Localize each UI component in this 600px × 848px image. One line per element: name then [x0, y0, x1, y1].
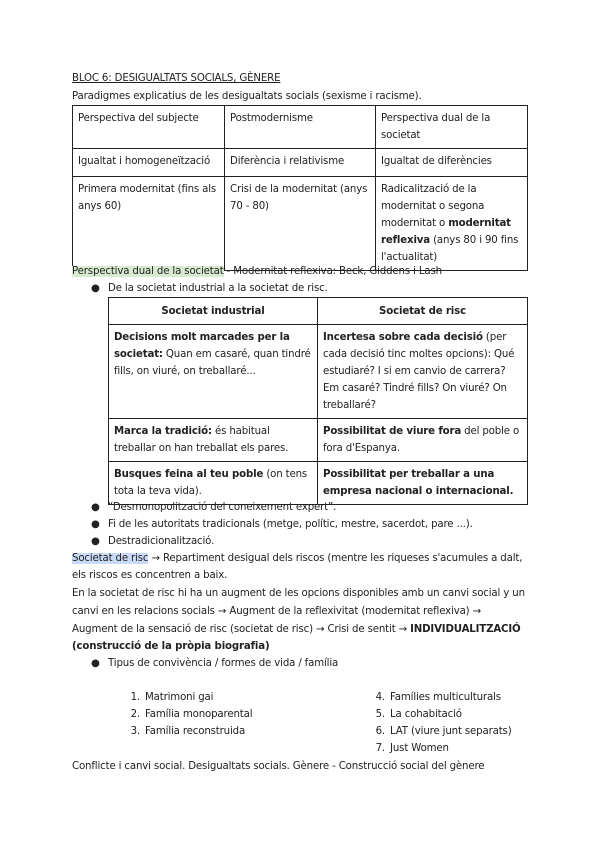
column-header: Societat de risc	[318, 298, 528, 325]
item-text: Família monoparental	[145, 709, 253, 720]
numbered-item	[375, 689, 501, 706]
bullet-icon: ●	[91, 536, 100, 547]
table-cell	[109, 419, 318, 462]
item-text: La cohabitació	[390, 709, 462, 720]
numbered-item	[130, 706, 253, 723]
table-cell: Diferència i relativisme	[225, 149, 376, 177]
cell-bold-text: Possibilitat de viure fora	[323, 426, 462, 437]
list-item-text: De la societat industrial a la societat de risc.	[108, 283, 328, 294]
column-header: Societat industrial	[109, 298, 318, 325]
numbered-item	[130, 723, 246, 740]
table-cell: Perspectiva del subjecte	[73, 106, 225, 149]
numbered-item	[375, 706, 462, 723]
text-line	[72, 621, 521, 638]
item-text: Família reconstruida	[145, 726, 246, 737]
item-number: 3.	[130, 726, 140, 737]
society-comparison-table	[108, 297, 528, 505]
list-item	[91, 280, 328, 297]
table-row	[109, 419, 528, 462]
text: → Repartiment desigual dels riscos (mentre les riqueses s'acumules a dalt,	[148, 553, 523, 564]
list-item-text: Tipus de convivència / formes de vida / família	[108, 658, 339, 669]
text: - Modernitat reflexiva: Beck, Giddens i Lash	[223, 266, 442, 277]
bullet-icon: ●	[91, 658, 100, 669]
list-item-text: Fi de les autoritats tradicionals (metge, polític, mestre, sacerdot, pare ...).	[108, 519, 473, 530]
text: Augment de la sensació de risc (societat de risc) → Crisi de sentit →	[72, 624, 411, 635]
text-line	[72, 638, 270, 655]
table-cell: Perspectiva dual de la societat	[376, 106, 528, 149]
table-cell: Primera modernitat (fins als anys 60)	[73, 177, 225, 271]
list-item	[91, 655, 339, 672]
table-row	[73, 149, 528, 177]
cell-text: és habitual treballar on han treballat els pares.	[114, 426, 289, 454]
cell-bold-text: Marca la tradició:	[114, 426, 212, 437]
bullet-icon: ●	[91, 502, 100, 513]
closing-line: Conflicte i canvi social. Desigualtats socials. Gènere - Construcció social del gènere	[72, 761, 485, 772]
list-item-text: “Desmonopolització del coneixement expert”.	[108, 502, 337, 513]
cell-text: (on tens tota la teva vida).	[114, 469, 308, 497]
item-number: 7.	[375, 743, 385, 754]
cell-bold-text: Decisions molt marcades per la societat:	[114, 332, 290, 360]
intro-text: Paradigmes explicatius de les desigualtats socials (sexisme i racisme).	[72, 91, 422, 102]
bold-text: INDIVIDUALITZACIÓ	[410, 624, 521, 635]
item-number: 4.	[375, 692, 385, 703]
risk-society-line	[72, 550, 522, 567]
text-line: canvi en les relacions socials → Augment de la reflexivitat (modernitat reflexiva) →	[72, 606, 481, 617]
cell-bold-text: Busques feina al teu poble	[114, 469, 264, 480]
section-heading: BLOC 6: DESIGUALTATS SOCIALS, GÈNERE	[72, 73, 281, 84]
table-cell	[109, 325, 318, 419]
cell-text: Quan em casaré, quan tindré fills, on viuré, on treballaré...	[114, 349, 311, 377]
cell-bold-text: modernitat reflexiva	[381, 218, 511, 246]
cell-text: Radicalització de la modernitat o segona modernitat o	[381, 184, 485, 229]
list-item-text: Destradicionalització.	[108, 536, 215, 547]
item-number: 5.	[375, 709, 385, 720]
table-cell	[318, 325, 528, 419]
table-row	[73, 106, 528, 149]
item-number: 6.	[375, 726, 385, 737]
list-item	[91, 533, 215, 550]
table-row	[109, 325, 528, 419]
bullet-icon: ●	[91, 519, 100, 530]
cell-text: (anys 80 i 90 fins l'actualitat)	[381, 235, 519, 263]
paradigms-table	[72, 105, 528, 271]
text-line: els riscos es concentren a baix.	[72, 570, 228, 581]
cell-bold-text: Possibilitat per treballar a una empresa nacional o internacional.	[323, 469, 514, 497]
list-item	[91, 499, 337, 516]
item-text: Matrimoni gai	[145, 692, 214, 703]
table-cell: Igualtat i homogeneïtzació	[73, 149, 225, 177]
bullet-icon: ●	[91, 283, 100, 294]
text-line: En la societat de risc hi ha un augment de les opcions disponibles amb un canvi social y un	[72, 588, 525, 599]
bold-text: (construcció de la pròpia biografia)	[72, 641, 270, 652]
item-number: 2.	[130, 709, 140, 720]
highlighted-text: Societat de risc	[72, 553, 149, 564]
item-text: LAT (viure junt separats)	[390, 726, 512, 737]
table-row	[73, 177, 528, 271]
item-text: Famílies multiculturals	[390, 692, 501, 703]
cell-text: (per cada decisió tinc moltes opcions): Qué estudiaré? I si em canvio de carrera? Em casaré? Tindré fills? On viuré? On treballaré?	[323, 332, 515, 411]
table-cell	[318, 462, 528, 505]
highlighted-text: Perspectiva dual de la societat	[72, 266, 224, 277]
numbered-item	[130, 689, 214, 706]
item-number: 1.	[130, 692, 140, 703]
item-text: Just Women	[390, 743, 449, 754]
list-item	[91, 516, 473, 533]
numbered-item	[375, 740, 449, 757]
cell-text: del poble o fora d'Espanya.	[323, 426, 520, 454]
table-cell	[318, 419, 528, 462]
table-cell: Crisi de la modernitat (anys 70 - 80)	[225, 177, 376, 271]
table-header-row	[109, 298, 528, 325]
numbered-item	[375, 723, 512, 740]
cell-bold-text: Incertesa sobre cada decisió	[323, 332, 483, 343]
dual-perspective-line	[72, 263, 442, 280]
table-cell: Postmodernisme	[225, 106, 376, 149]
table-cell: Igualtat de diferències	[376, 149, 528, 177]
table-cell	[376, 177, 528, 271]
